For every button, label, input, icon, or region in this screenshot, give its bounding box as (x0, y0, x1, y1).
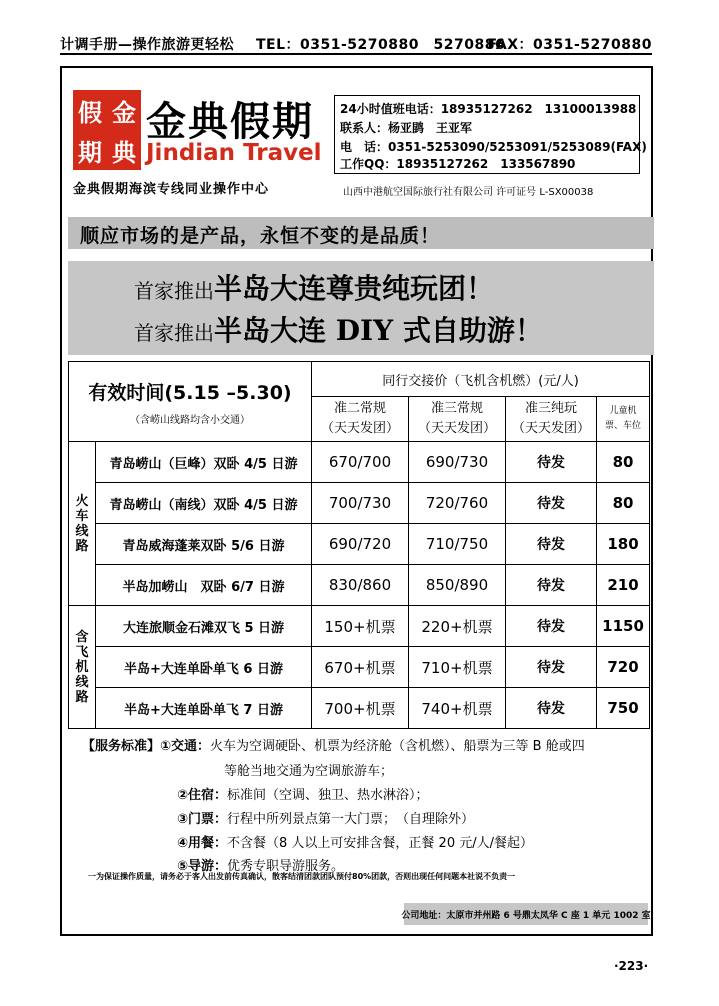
promo-highlight: 半岛大连尊贵纯玩团！ (214, 272, 495, 305)
status-cell: 待发 (506, 524, 597, 565)
table-row (69, 688, 650, 729)
price-cell: 710+机票 (409, 647, 506, 688)
price-cell: 700+机票 (312, 688, 409, 729)
logo-mark (73, 90, 141, 170)
promo-highlight: 半岛大连 DIY 式自助游！ (214, 314, 543, 347)
child-price-cell: 1150 (597, 606, 650, 647)
valid-note: （含崂山线路均含小交通） (130, 414, 250, 426)
price-cell: 150+机票 (312, 606, 409, 647)
header-title: 计调手册—操作旅游更轻松 (60, 37, 234, 53)
promo-prefix: 首家推出 (134, 321, 214, 345)
price-cell: 700/730 (312, 483, 409, 524)
promo-prefix: 首家推出 (134, 279, 214, 303)
contact-phone: 电 话：0351-5253090/5253091/5253089(FAX) (340, 140, 647, 154)
route-name: 大连旅顺金石滩双飞 5 日游 (96, 606, 312, 647)
price-header: 同行交接价（飞机含机燃）(元/人) (312, 362, 650, 397)
standards-title: 【服务标准】 (82, 739, 161, 754)
status-cell: 待发 (506, 606, 597, 647)
status-cell: 待发 (506, 647, 597, 688)
price-cell: 690/730 (409, 442, 506, 483)
status-cell: 待发 (506, 442, 597, 483)
brand-name-cn: 金典假期 (146, 98, 314, 145)
table-row (69, 524, 650, 565)
group-label-flight: 含 飞 机 线 路 (69, 606, 96, 729)
page-number: ·223· (614, 959, 649, 973)
status-cell: 待发 (506, 565, 597, 606)
promo-line (134, 267, 494, 307)
logo-char: 金 (112, 97, 136, 127)
price-cell: 710/750 (409, 524, 506, 565)
standard-item: ③门票：行程中所列景点第一大门票； （自理除外） (177, 812, 475, 827)
standard-item: ⑤导游：优秀专职导游服务。 (177, 859, 345, 874)
standard-item: 【服务标准】①交通：火车为空调硬卧、机票为经济舱（含机燃）、船票为三等 B 舱或四 (82, 739, 585, 754)
child-price-cell: 80 (597, 483, 650, 524)
contact-persons: 联系人：杨亚鹍 王亚军 (340, 121, 473, 135)
column-header-child: 儿童机 票、车位 (597, 397, 650, 442)
logo-char: 期 (78, 137, 102, 167)
column-header: 准三常规 （天天发团） (409, 397, 506, 442)
route-name: 半岛+大连单卧单飞 6 日游 (96, 647, 312, 688)
contact-box (334, 95, 647, 174)
table-row (69, 483, 650, 524)
table-row (69, 647, 650, 688)
child-price-cell: 80 (597, 442, 650, 483)
header-rule (60, 53, 652, 55)
price-cell: 850/890 (409, 565, 506, 606)
price-cell: 740+机票 (409, 688, 506, 729)
route-name: 青岛威海蓬莱双卧 5/6 日游 (96, 524, 312, 565)
route-name: 半岛加崂山 双卧 6/7 日游 (96, 565, 312, 606)
status-cell: 待发 (506, 483, 597, 524)
slogan-band (68, 217, 654, 249)
child-price-cell: 720 (597, 647, 650, 688)
promo-band (68, 261, 654, 355)
route-name: 青岛崂山（南线）双卧 4/5 日游 (96, 483, 312, 524)
child-price-cell: 750 (597, 688, 650, 729)
logo-char: 假 (78, 97, 102, 127)
price-table (68, 361, 650, 729)
route-name: 半岛+大连单卧单飞 7 日游 (96, 688, 312, 729)
logo-char: 典 (112, 137, 136, 167)
header-fax: FAX：0351-5270880 (487, 37, 652, 53)
company-address: 公司地址：太原市并州路 6 号鼎太凤华 C 座 1 单元 1002 室 (404, 903, 648, 925)
brand-name-en: Jindian Travel (146, 140, 322, 166)
group-label-train: 火 车 线 路 (69, 442, 96, 606)
child-price-cell: 180 (597, 524, 650, 565)
slogan: 顺应市场的是产品，永恒不变的是品质！ (80, 225, 441, 247)
price-cell: 220+机票 (409, 606, 506, 647)
column-header: 准三纯玩 （天天发团） (506, 397, 597, 442)
price-cell: 670/700 (312, 442, 409, 483)
table-row (69, 606, 650, 647)
standard-item: ④用餐：不含餐（8 人以上可安排含餐，正餐 20 元/人/餐起） (177, 836, 533, 851)
standard-item-cont: 等舱当地交通为空调旅游车； (224, 764, 394, 779)
price-cell: 720/760 (409, 483, 506, 524)
route-name: 青岛崂山（巨峰）双卧 4/5 日游 (96, 442, 312, 483)
valid-period-cell (69, 362, 312, 442)
table-row (69, 442, 650, 483)
booking-notice: 一为保证操作质量，请务必于客人出发前传真确认，散客结清团款团队预付80%团款，否则出现任何问题本社说不负责一 (88, 872, 516, 881)
header-tel: TEL：0351-5270880 5270886 (256, 37, 506, 53)
contact-qq: 工作QQ：18935127262 133567890 (340, 157, 576, 171)
price-cell: 690/720 (312, 524, 409, 565)
valid-period: 有效时间(5.15 –5.30) (88, 381, 292, 404)
license-permit: 山西中港航空国际旅行社有限公司 许可证号 L-SX00038 (343, 187, 594, 198)
column-header: 准二常规 （天天发团） (312, 397, 409, 442)
brand-subtitle: 金典假期海滨专线同业操作中心 (73, 182, 270, 197)
child-price-cell: 210 (597, 565, 650, 606)
standard-item: ②住宿：标准间（空调、独卫、热水淋浴）； (177, 788, 429, 803)
promo-line (134, 309, 543, 349)
table-row (69, 565, 650, 606)
price-cell: 670+机票 (312, 647, 409, 688)
price-cell: 830/860 (312, 565, 409, 606)
status-cell: 待发 (506, 688, 597, 729)
page-header (60, 34, 652, 54)
contact-hotline: 24小时值班电话：18935127262 13100013988 (340, 102, 637, 116)
